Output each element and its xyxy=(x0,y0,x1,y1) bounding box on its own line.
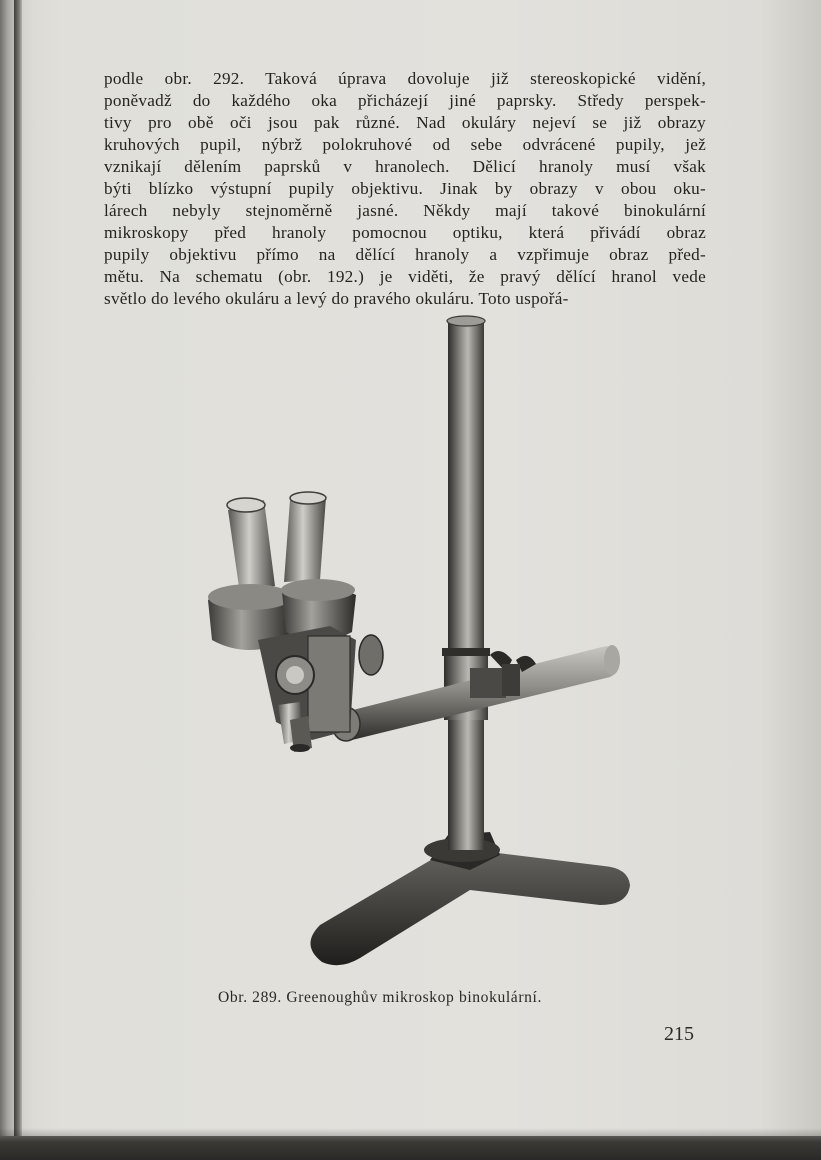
text-line: mikroskopy před hranoly pomocnou optiku, která přivádí obraz xyxy=(104,223,706,242)
microscope-illustration xyxy=(200,300,650,990)
page-bottom-edge xyxy=(0,1136,821,1160)
page-shadow xyxy=(0,1128,821,1136)
text-line: světlo do levého okuláru a levý do pravého okuláru. Toto uspořá- xyxy=(104,289,569,308)
text-line: býti blízko výstupní pupily objektivu. Jinak by obrazy v obou oku- xyxy=(104,179,706,198)
text-line: poněvadž do každého oka přicházejí jiné paprsky. Středy perspek- xyxy=(104,91,706,110)
body-paragraph xyxy=(104,68,706,310)
page-number: 215 xyxy=(664,1023,694,1045)
vertical-pillar xyxy=(442,316,490,850)
figure-caption: Obr. 289. Greenoughův mikroskop binokulární. xyxy=(218,989,542,1006)
text-line: kruhových pupil, nýbrž polokruhové od sebe odvrácené pupily, jež xyxy=(104,135,706,154)
text-line: tivy pro obě oči jsou pak různé. Nad okuláry nejeví se již obrazy xyxy=(104,113,706,132)
tripod-base xyxy=(310,832,630,965)
text-line: lárech nebyly stejnoměrně jasné. Někdy mají takové binokulární xyxy=(104,201,706,220)
text-line: podle obr. 292. Taková úprava dovoluje již stereoskopické vidění, xyxy=(104,69,706,88)
text-line: vznikají dělením paprsků v hranolech. Dělicí hranoly musí však xyxy=(104,157,706,176)
book-gutter xyxy=(14,0,22,1160)
text-line: mětu. Na schematu (obr. 192.) je viděti, že pravý dělící hranol vede xyxy=(104,267,706,286)
text-line: pupily objektivu přímo na dělící hranoly a vzpřimuje obraz před- xyxy=(104,245,706,264)
